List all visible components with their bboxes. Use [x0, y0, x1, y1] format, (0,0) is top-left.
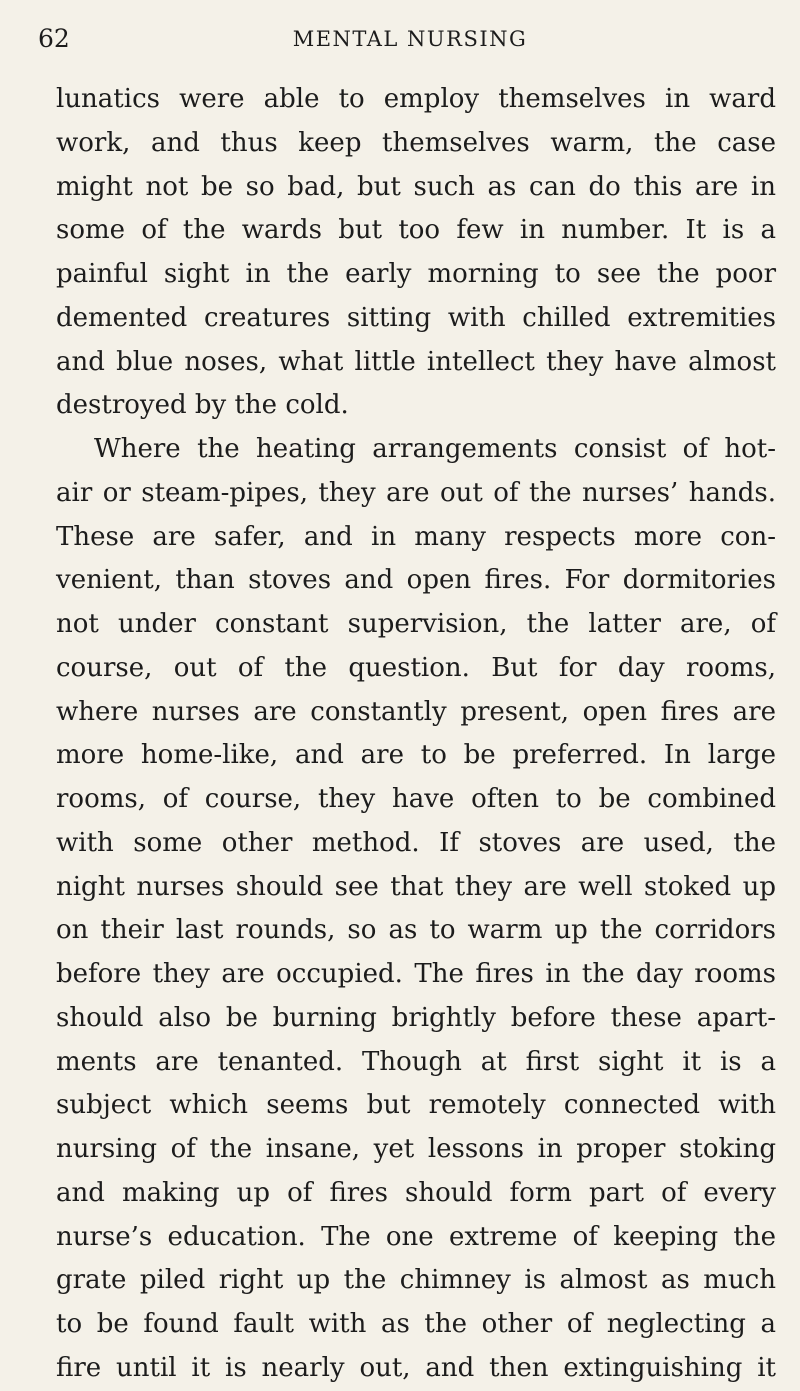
text-line: air or steam-pipes, they are out of the nurses’ hands. — [56, 477, 776, 508]
text-line: rooms, of course, they have often to be combined — [56, 784, 776, 814]
text-line: to be found fault with as the other of neglecting a — [56, 1309, 776, 1339]
text-line: These are safer, and in many respects more con- — [56, 521, 776, 552]
text-line: demented creatures sitting with chilled extremities — [56, 302, 776, 333]
text-line: and blue noses, what little intellect they have almost — [56, 346, 776, 377]
text-line: Where the heating arrangements consist of hot- — [94, 434, 776, 464]
text-line: more home-like, and are to be preferred. In large — [56, 740, 776, 771]
text-line: lunatics were able to employ themselves in ward — [56, 84, 776, 114]
text-line: work, and thus keep themselves warm, the case — [56, 127, 776, 158]
text-line: nursing of the insane, yet lessons in proper stoking — [56, 1134, 776, 1164]
text-line: night nurses should see that they are well stoked up — [56, 871, 776, 902]
running-title: MENTAL NURSING — [292, 27, 528, 51]
page-number: 62 — [38, 24, 70, 53]
text-line: painful sight in the early morning to see the poor — [56, 259, 776, 289]
text-line: not under constant supervision, the latter are, of — [56, 609, 776, 639]
text-line: with some other method. If stoves are used, the — [56, 827, 776, 858]
text-line: on their last rounds, so as to warm up the corridors — [56, 915, 776, 946]
text-line: subject which seems but remotely connected with — [56, 1090, 776, 1121]
text-line: and making up of fires should form part of every — [56, 1177, 776, 1208]
text-line: should also be burning brightly before these apart- — [56, 1002, 776, 1033]
text-line: fire until it is nearly out, and then extinguishing it — [56, 1352, 776, 1383]
text-line: some of the wards but too few in number. It is a — [56, 215, 776, 246]
text-line: course, out of the question. But for day rooms, — [56, 652, 776, 683]
text-line: destroyed by the cold. — [56, 390, 349, 421]
text-line: ments are tenanted. Though at first sight it is a — [56, 1046, 776, 1077]
text-line: might not be so bad, but such as can do this are in — [56, 171, 776, 202]
text-line: before they are occupied. The fires in the day rooms — [56, 959, 776, 989]
running-head — [20, 22, 780, 56]
text-line: grate piled right up the chimney is almost as much — [56, 1265, 776, 1296]
body-text — [56, 78, 776, 1391]
text-line: venient, than stoves and open fires. For dormitories — [56, 565, 776, 596]
text-line: nurse’s education. The one extreme of keeping the — [56, 1221, 776, 1252]
text-line: where nurses are constantly present, open fires are — [56, 696, 776, 727]
